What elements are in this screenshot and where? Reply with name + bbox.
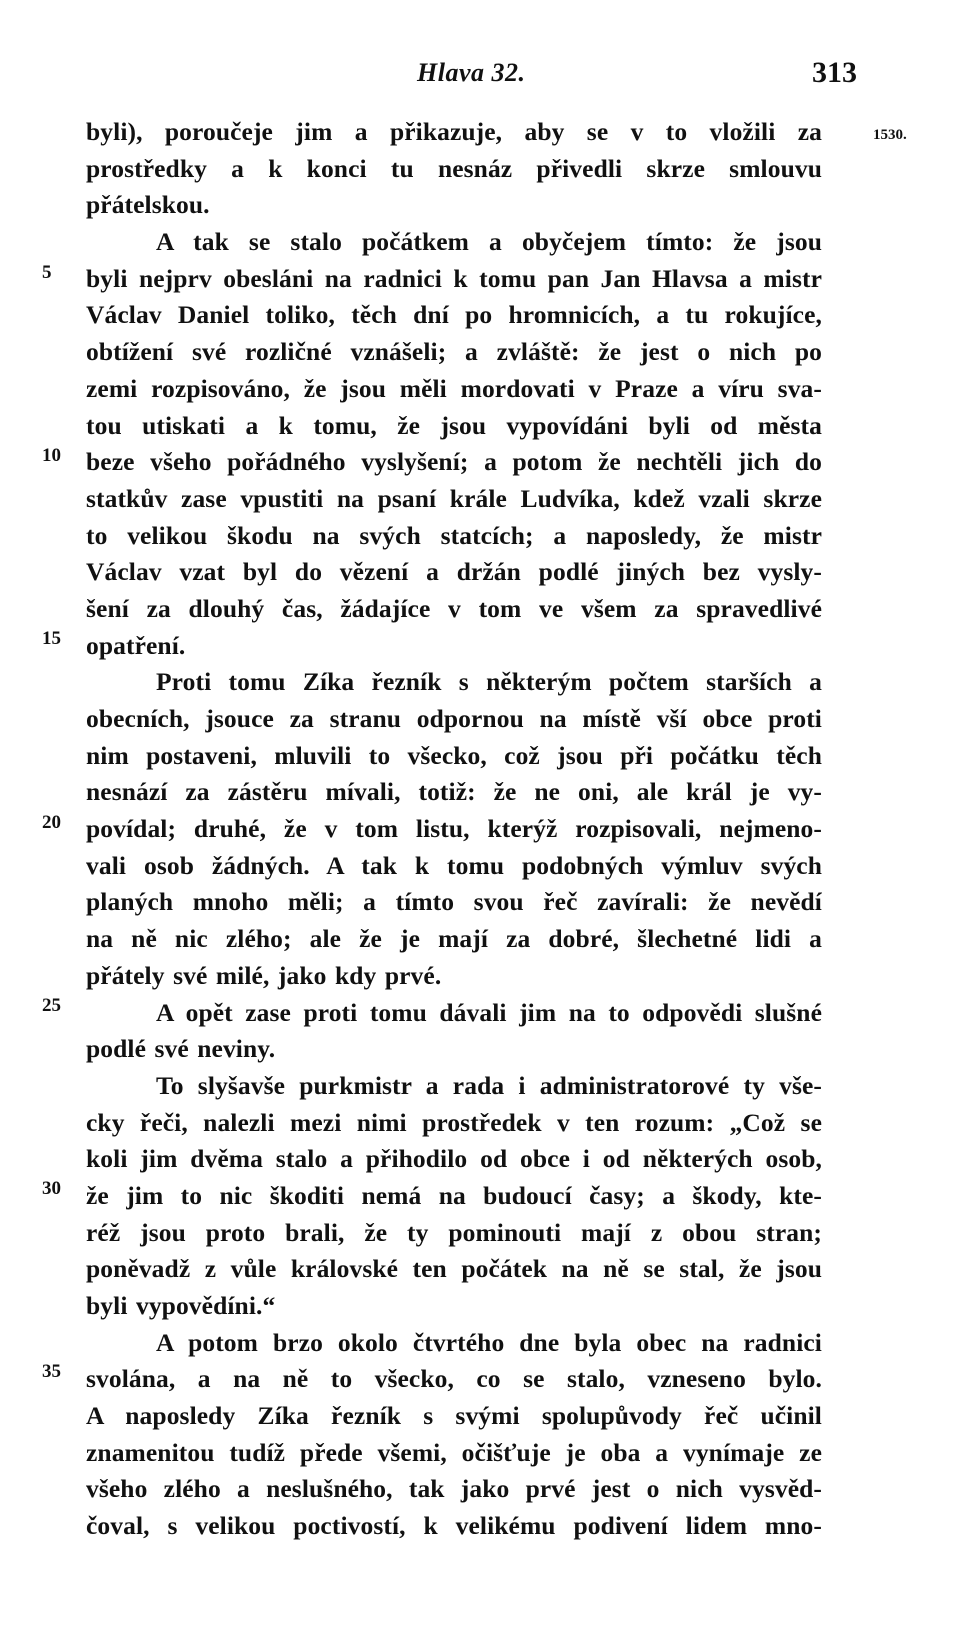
text-line: přátely své milé, jako kdy prvé. <box>86 960 442 990</box>
text-line: byli vypovědíni.“ <box>86 1291 276 1320</box>
chapter-title: Hlava 32. <box>417 58 526 87</box>
text-line: povídal; druhé, že v tom listu, kterýž rozpisovali, nejmeno- <box>86 814 822 844</box>
text-line: čoval, s velikou poctivostí, k velikému podivení lidem mno- <box>86 1511 822 1541</box>
text-line: koli jim dvěma stalo a přihodilo od obce i od některých osob, <box>86 1144 822 1174</box>
line-number: 30 <box>42 1178 61 1199</box>
text-line: na ně nic zlého; ale že je mají za dobré, šlechetné lidi a <box>86 924 822 954</box>
line-number: 10 <box>42 445 61 466</box>
text-line: planých mnoho měli; a tímto svou řeč zavírali: že nevědí <box>86 887 822 917</box>
text-line: obtížení své rozličné vznášeli; a zvláště: že jest o nich po <box>86 337 822 367</box>
text-line: zemi rozpisováno, že jsou měli mordovati v Praze a víru sva- <box>86 373 822 403</box>
text-line: A tak se stalo počátkem a obyčejem tímto: že jsou <box>156 227 822 257</box>
line-number: 20 <box>42 812 61 833</box>
text-line: přátelskou. <box>86 190 210 220</box>
margin-year: 1530. <box>873 127 907 143</box>
line-number: 5 <box>42 262 52 283</box>
text-line: prostředky a k konci tu nesnáz přivedli skrze smlouvu <box>86 153 822 183</box>
text-line: vali osob žádných. A tak k tomu podobných výmluv svých <box>86 850 822 880</box>
page-number: 313 <box>812 56 857 89</box>
text-line: šení za dlouhý čas, žádajíce v tom ve všem za spravedlivé <box>86 593 822 623</box>
text-line: nim postaveni, mluvili to všecko, což jsou při počátku těch <box>86 740 822 770</box>
text-line: To slyšavše purkmistr a rada i administratorové ty vše- <box>156 1070 822 1100</box>
running-head <box>0 58 960 98</box>
text-line: statkův zase vpustiti na psaní krále Ludvíka, kdež vzali skrze <box>86 483 822 513</box>
text-line: A potom brzo okolo čtvrtého dne byla obec na radnici <box>156 1327 822 1357</box>
text-line: A opět zase proti tomu dávali jim na to odpovědi slušné <box>156 997 822 1027</box>
text-line: tou utiskati a k tomu, že jsou vypovídáni byli od města <box>86 410 822 440</box>
text-line: poněvadž z vůle královské ten počátek na ně se stal, že jsou <box>86 1254 822 1284</box>
line-number: 25 <box>42 995 61 1016</box>
text-line: Václav Daniel toliko, těch dní po hromnicích, a tu rokujíce, <box>86 300 822 330</box>
text-line: opatření. <box>86 630 186 660</box>
text-line: nesnází za zástěru mívali, totiž: že ne oni, ale král je vy- <box>86 777 822 807</box>
text-line: Václav vzat byl do vězení a držán podlé jiných bez vysly- <box>86 557 822 587</box>
text-line: podlé své neviny. <box>86 1034 276 1064</box>
text-line: Proti tomu Zíka řezník s některým počtem starších a <box>156 667 822 697</box>
text-line: všeho zlého a neslušného, tak jako prvé jest o nich vysvěd- <box>86 1474 822 1504</box>
text-line: réž jsou proto brali, že ty pominouti mají z obou stran; <box>86 1217 822 1247</box>
text-line: byli), poroučeje jim a přikazuje, aby se v to vložili za <box>86 117 822 146</box>
text-line: to velikou škodu na svých statcích; a naposledy, že mistr <box>86 520 822 550</box>
text-line: A naposledy Zíka řezník s svými spolupůvody řeč učinil <box>86 1401 822 1431</box>
text-line: obecních, jsouce za stranu odpornou na místě vší obce proti <box>86 704 822 733</box>
text-line: svolána, a na ně to všecko, co se stalo, vzneseno bylo. <box>86 1364 822 1394</box>
text-line: znamenitou tudíž přede všemi, očišťuje je oba a vynímaje ze <box>86 1437 822 1467</box>
text-line: beze všeho pořádného vyslyšení; a potom že nechtěli jich do <box>86 447 822 477</box>
text-line: že jim to nic škoditi nemá na budoucí časy; a škody, kte- <box>86 1180 822 1210</box>
text-line: byli nejprv obesláni na radnici k tomu pan Jan Hlavsa a mistr <box>86 263 822 293</box>
text-line: cky řeči, nalezli mezi nimi prostředek v ten rozum: „Což se <box>86 1107 822 1137</box>
line-number: 15 <box>42 628 61 649</box>
body-text <box>86 114 822 1545</box>
line-number: 35 <box>42 1361 61 1382</box>
